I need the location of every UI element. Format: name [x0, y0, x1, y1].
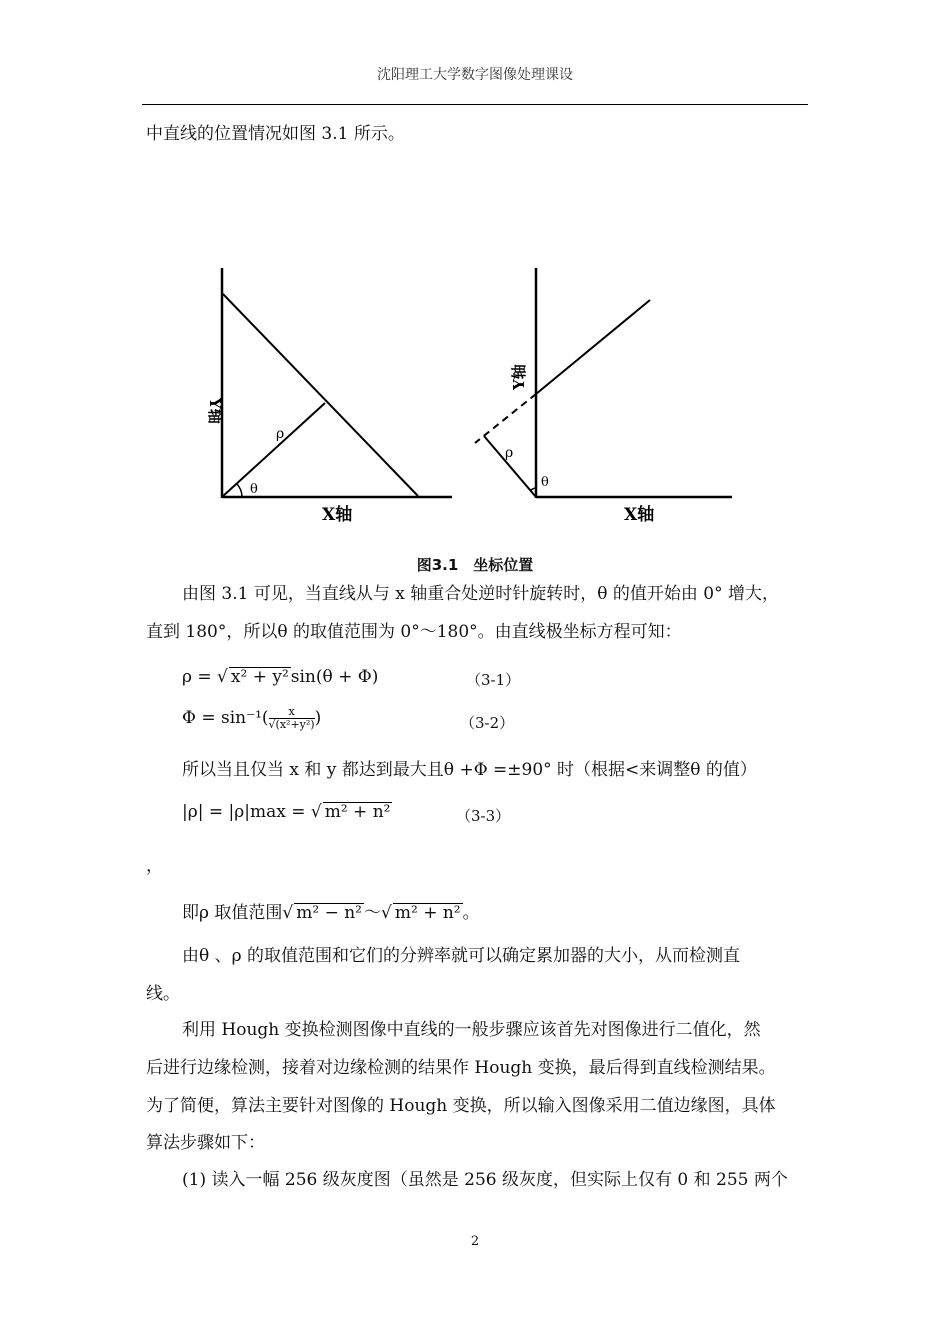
left-rho-segment	[222, 403, 325, 497]
paragraph-5-line-2: 后进行边缘检测，接着对边缘检测的结果作 Hough 变换，最后得到直线检测结果。	[146, 1058, 776, 1078]
eq2-lhs: Φ = sin⁻¹(	[182, 708, 269, 728]
intro-paragraph: 中直线的位置情况如图 3.1 所示。	[146, 124, 405, 144]
paragraph-6-line-1: (1) 读入一幅 256 级灰度图（虽然是 256 级灰度，但实际上仅有 0 和 255 两个	[182, 1170, 788, 1190]
left-rho-label: ρ	[276, 426, 285, 442]
left-diagram	[206, 268, 452, 525]
right-y-label: Y轴	[510, 364, 528, 390]
equation-3-1: ρ = √ x² + y² sin(θ + Φ)	[182, 667, 379, 687]
left-line	[223, 294, 418, 496]
rho-range-high: m² + n²	[394, 903, 461, 923]
right-theta-label: θ	[541, 475, 549, 490]
right-line-dashed	[475, 394, 536, 443]
eq2-denominator: √(x²+y²)	[268, 718, 315, 731]
rho-range-prefix: 即ρ 取值范围	[182, 903, 283, 923]
rho-range-mid: ～	[364, 903, 382, 923]
header-rule	[142, 104, 808, 105]
paragraph-5-line-3: 为了简便，算法主要针对图像的 Hough 变换，所以输入图像采用二值边缘图，具体	[146, 1096, 776, 1116]
left-theta-label: θ	[250, 482, 258, 497]
paragraph-1-line-2: 直到 180°，所以θ 的取值范围为 0°～180°。由直线极坐标方程可知：	[146, 622, 682, 642]
page-header: 沈阳理工大学数字图像处理课设	[377, 67, 573, 83]
eq1-radicand: x² + y²	[230, 667, 289, 687]
equation-3-1-number: （3-1）	[466, 671, 521, 689]
eq3-radicand: m² + n²	[324, 802, 391, 822]
right-rho-label: ρ	[505, 445, 514, 461]
paragraph-1-line-1: 由图 3.1 可见，当直线从与 x 轴重合处逆时针旋转时，θ 的值开始由 0° 增大，	[182, 584, 779, 604]
rho-range-low: m² − n²	[296, 903, 363, 923]
left-theta-arc	[237, 484, 242, 497]
paragraph-2: 所以当且仅当 x 和 y 都达到最大且θ +Φ =±90° 时（根据<来调整θ 的值）	[182, 760, 757, 780]
eq2-numerator: x	[269, 706, 315, 719]
equation-3-3: |ρ| = |ρ|max = √ m² + n²	[182, 802, 391, 822]
page-number: 2	[470, 1234, 480, 1249]
equation-3-2-number: （3-2）	[460, 714, 515, 732]
eq3-lhs: |ρ| = |ρ|max =	[182, 802, 311, 822]
paragraph-4-line-1: 由θ 、ρ 的取值范围和它们的分辨率就可以确定累加器的大小，从而检测直	[182, 946, 741, 966]
right-diagram	[475, 268, 732, 525]
left-x-label: X轴	[322, 505, 353, 525]
eq2-fraction	[269, 706, 315, 731]
paragraph-4-line-2: 线。	[146, 984, 180, 1004]
equation-3-3-number: （3-3）	[456, 807, 511, 825]
right-x-label: X轴	[624, 505, 655, 525]
left-y-label: Y轴	[206, 398, 224, 424]
eq1-lhs: ρ =	[182, 667, 218, 687]
paragraph-5-line-4: 算法步骤如下：	[146, 1133, 265, 1153]
figure-caption: 图3.1 坐标位置	[416, 556, 534, 574]
eq2-close: )	[314, 708, 322, 728]
rho-range-suffix: 。	[462, 903, 480, 923]
stray-comma: ，	[146, 856, 163, 876]
rho-range-line: 即ρ 取值范围√ m² − n² ～√ m² + n² 。	[182, 903, 480, 923]
figure-3-1	[180, 262, 760, 532]
equation-3-2	[182, 706, 321, 731]
right-line	[536, 300, 650, 394]
paragraph-5-line-1: 利用 Hough 变换检测图像中直线的一般步骤应该首先对图像进行二值化，然	[182, 1020, 761, 1040]
eq1-rhs: sin(θ + Φ)	[290, 667, 379, 687]
